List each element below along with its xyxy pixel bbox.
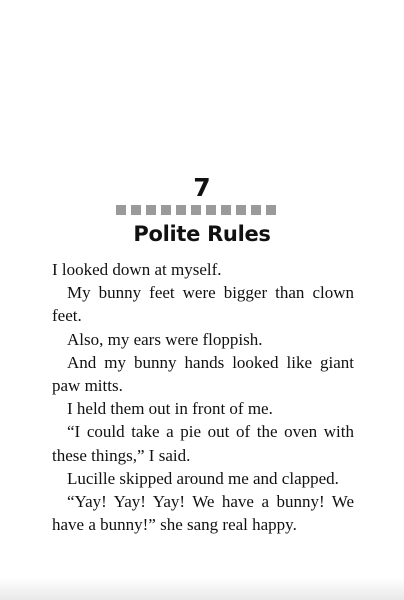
chapter-body [52,258,354,536]
divider-dot [176,205,186,215]
paragraph: Also, my ears were floppish. [67,329,263,349]
paragraph: “Yay! Yay! Yay! We have a bunny! We have a bunny!” she sang real happy. [52,492,354,535]
divider-dot [221,205,231,215]
divider-dot [206,205,216,215]
divider-dot [236,205,246,215]
paragraph: I looked down at myself. [52,260,222,279]
chapter-title: Polite Rules [133,222,271,246]
divider-dot [251,205,261,215]
divider-dot [131,205,141,215]
divider-dot [146,205,156,215]
paragraph: And my bunny hands looked like giant paw mitts. [52,352,354,396]
chapter-divider [116,205,276,215]
paragraph: Lucille skipped around me and clapped. [67,468,339,488]
divider-dot [191,205,201,215]
divider-dot [266,205,276,215]
chapter-number: 7 [193,173,211,202]
paragraph: I held them out in front of me. [67,399,273,419]
divider-dot [116,205,126,215]
page-bottom-shadow [0,578,404,600]
paragraph: “I could take a pie out of the oven with these things,” I said. [52,422,354,465]
paragraph: My bunny feet were bigger than clown feet. [52,283,354,326]
divider-dot [161,205,171,215]
